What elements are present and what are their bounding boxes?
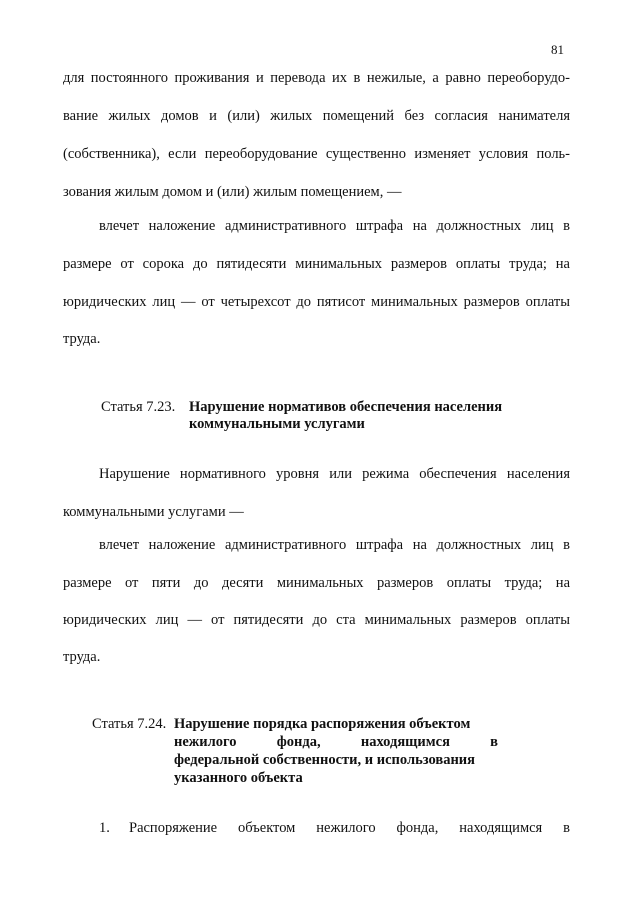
text-line: вание жилых домов и (или) жилых помещений без согласия нанимателя xyxy=(63,108,570,124)
text-line: (собственника), если переоборудование существенно изменяет условия поль- xyxy=(63,146,570,162)
text-line: Нарушение нормативного уровня или режима обеспечения населения xyxy=(99,466,570,482)
item-text: Распоряжение объектом нежилого фонда, находящимся в xyxy=(129,820,570,836)
article-title-line: Нарушение нормативов обеспечения населения xyxy=(189,399,503,415)
item-number: 1. xyxy=(99,820,110,836)
article-title-line: нежилого фонда, находящимся в xyxy=(174,734,498,750)
page-number: 81 xyxy=(551,42,564,57)
text-line: зования жилым домом и (или) жилым помещением, — xyxy=(63,184,402,200)
text-line: юридических лиц — от четырехсот до пятисот минимальных размеров оплаты xyxy=(63,294,570,310)
text-line: влечет наложение административного штрафа на должностных лиц в xyxy=(99,218,570,234)
text-line: коммунальными услугами — xyxy=(63,504,244,520)
text-line: труда. xyxy=(63,331,101,347)
article-title-line: федеральной собственности, и использования xyxy=(174,752,476,768)
text-line: юридических лиц — от пятидесяти до ста минимальных размеров оплаты xyxy=(63,612,570,628)
text-line: для постоянного проживания и перевода их в нежилые, а равно переоборудо- xyxy=(63,70,570,86)
text-line: влечет наложение административного штрафа на должностных лиц в xyxy=(99,537,570,553)
article-title-line: указанного объекта xyxy=(174,770,303,786)
text-line: размере от сорока до пятидесяти минимальных размеров оплаты труда; на xyxy=(63,256,570,272)
text-line: труда. xyxy=(63,649,101,665)
article-title-line: Нарушение порядка распоряжения объектом xyxy=(174,716,471,732)
text-line: размере от пяти до десяти минимальных размеров оплаты труда; на xyxy=(63,575,570,591)
article-number: Статья 7.23. xyxy=(101,399,176,415)
article-number: Статья 7.24. xyxy=(92,716,167,732)
article-title-line: коммунальными услугами xyxy=(189,416,365,432)
